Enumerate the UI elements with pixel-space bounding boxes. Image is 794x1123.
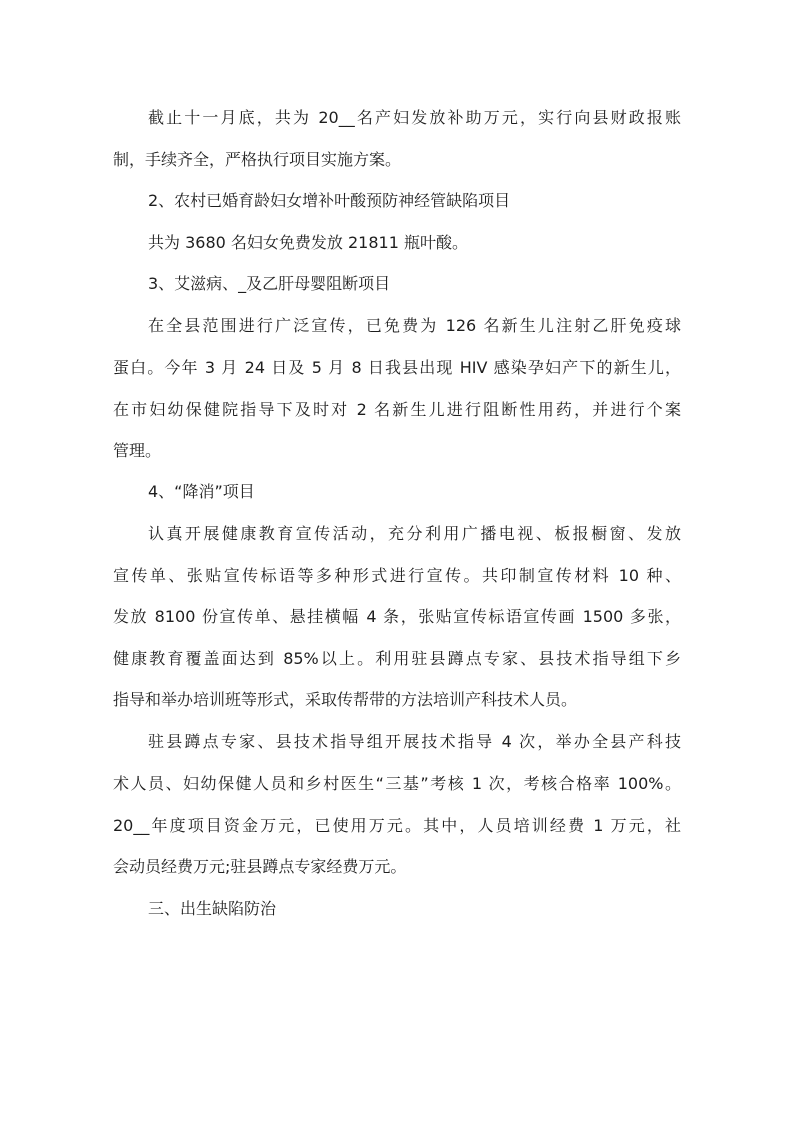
text-line: 健康教育覆盖面达到 85%以上。利用驻县蹲点专家、县技术指导组下乡: [113, 649, 681, 668]
text-line: 3、艾滋病、_及乙肝母婴阻断项目: [148, 274, 391, 293]
text-line: 2、农村已婚育龄妇女增补叶酸预防神经管缺陷项目: [148, 191, 511, 210]
text-line: 共为 3680 名妇女免费发放 21811 瓶叶酸。: [148, 233, 468, 252]
text-line: 发放 8100 份宣传单、悬挂横幅 4 条，张贴宣传标语宣传画 1500 多张，: [113, 607, 681, 626]
section-heading: 三、出生缺陷防治: [148, 899, 277, 918]
text-line: 术人员、妇幼保健人员和乡村医生“三基”考核 1 次，考核合格率 100%。: [113, 774, 681, 793]
text-line: 蛋白。今年 3 月 24 日及 5 月 8 日我县出现 HIV 感染孕妇产下的新生儿，: [113, 358, 681, 377]
text-line: 在全县范围进行广泛宣传，已免费为 126 名新生儿注射乙肝免疫球: [148, 316, 681, 335]
text-line: 驻县蹲点专家、县技术指导组开展技术指导 4 次，举办全县产科技: [148, 732, 681, 751]
text-line: 在市妇幼保健院指导下及时对 2 名新生儿进行阻断性用药，并进行个案: [113, 400, 681, 419]
text-line: 20__年度项目资金万元，已使用万元。其中，人员培训经费 1 万元，社: [113, 816, 681, 835]
text-line: 4、“降消”项目: [148, 482, 255, 501]
text-line: 制，手续齐全，严格执行项目实施方案。: [113, 150, 402, 169]
text-line: 认真开展健康教育宣传活动，充分利用广播电视、板报橱窗、发放: [148, 524, 681, 543]
text-line: 宣传单、张贴宣传标语等多种形式进行宣传。共印制宣传材料 10 种、: [113, 566, 681, 585]
text-line: 指导和举办培训班等形式，采取传帮带的方法培训产科技术人员。: [113, 690, 578, 709]
text-line: 管理。: [113, 441, 162, 460]
text-line: 截止十一月底，共为 20__名产妇发放补助万元，实行向县财政报账: [148, 108, 681, 127]
text-line: 会动员经费万元;驻县蹲点专家经费万元。: [113, 857, 407, 876]
